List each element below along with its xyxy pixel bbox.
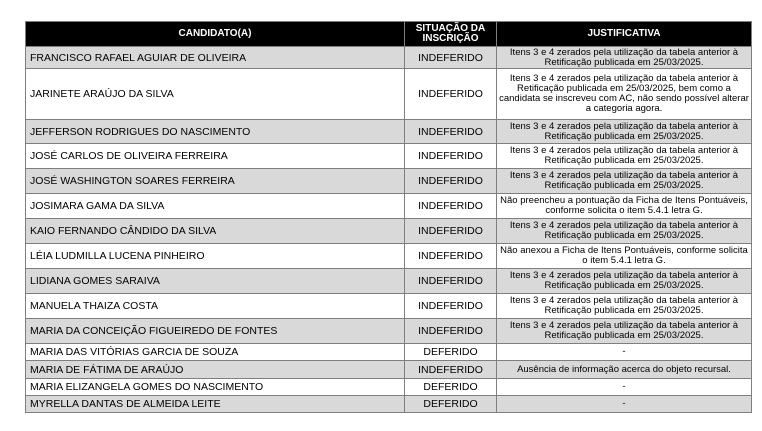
table-row [26,169,752,194]
candidate-name: JARINETE ARAÚJO DA SILVA [26,69,405,120]
justification-cell: Itens 3 e 4 zerados pela utilização da tabela anterior à Retificação publicada em 25/03/2025. [497,144,752,169]
justification-cell: Itens 3 e 4 zerados pela utilização da tabela anterior à Retificação publicada em 25/03/2025. [497,294,752,319]
table-row [26,294,752,319]
table-row [26,194,752,219]
justification-cell: - [497,396,752,413]
justification-cell: Itens 3 e 4 zerados pela utilização da tabela anterior à Retificação publicada em 25/03/2025. [497,47,752,69]
candidate-name: MARIA DAS VITÓRIAS GARCIA DE SOUZA [26,344,405,361]
header-candidato: CANDIDATO(A) [26,22,405,47]
candidate-name: MARIA DA CONCEIÇÃO FIGUEIREDO DE FONTES [26,319,405,344]
header-situacao: SITUAÇÃO DA INSCRIÇÃO [405,22,497,47]
results-table [25,21,752,413]
justification-cell: Itens 3 e 4 zerados pela utilização da tabela anterior à Retificação publicada em 25/03/2025. [497,169,752,194]
justification-cell: Itens 3 e 4 zerados pela utilização da tabela anterior à Retificação publicada em 25/03/2025. [497,319,752,344]
justification-cell: - [497,379,752,396]
results-table-container [25,21,751,413]
candidate-name: LÉIA LUDMILLA LUCENA PINHEIRO [26,244,405,269]
status-cell: INDEFERIDO [405,219,497,244]
justification-cell: Itens 3 e 4 zerados pela utilização da tabela anterior à Retificação publicada em 25/03/2025. [497,219,752,244]
status-cell: DEFERIDO [405,379,497,396]
status-cell: INDEFERIDO [405,361,497,379]
candidate-name: MANUELA THAIZA COSTA [26,294,405,319]
justification-cell: Itens 3 e 4 zerados pela utilização da tabela anterior à Retificação publicada em 25/03/2025. [497,120,752,144]
status-cell: INDEFERIDO [405,69,497,120]
status-cell: INDEFERIDO [405,169,497,194]
table-row [26,269,752,294]
table-row [26,144,752,169]
table-row [26,120,752,144]
table-row [26,344,752,361]
table-row [26,219,752,244]
justification-cell: Não anexou a Ficha de Itens Pontuáveis, conforme solicita o item 5.4.1 letra G. [497,244,752,269]
table-header-row [26,22,752,47]
table-row [26,319,752,344]
status-cell: DEFERIDO [405,396,497,413]
candidate-name: JOSÉ CARLOS DE OLIVEIRA FERREIRA [26,144,405,169]
justification-cell: Ausência de informação acerca do objeto recursal. [497,361,752,379]
status-cell: INDEFERIDO [405,319,497,344]
candidate-name: FRANCISCO RAFAEL AGUIAR DE OLIVEIRA [26,47,405,69]
candidate-name: JOSIMARA GAMA DA SILVA [26,194,405,219]
candidate-name: LIDIANA GOMES SARAIVA [26,269,405,294]
justification-cell: - [497,344,752,361]
status-cell: INDEFERIDO [405,294,497,319]
justification-cell: Não preencheu a pontuação da Ficha de Itens Pontuáveis, conforme solicita o item 5.4.1 letra G. [497,194,752,219]
candidate-name: KAIO FERNANDO CÂNDIDO DA SILVA [26,219,405,244]
candidate-name: MARIA ELIZANGELA GOMES DO NASCIMENTO [26,379,405,396]
table-row [26,69,752,120]
candidate-name: MYRELLA DANTAS DE ALMEIDA LEITE [26,396,405,413]
table-row [26,396,752,413]
candidate-name: JOSÉ WASHINGTON SOARES FERREIRA [26,169,405,194]
status-cell: INDEFERIDO [405,269,497,294]
status-cell: INDEFERIDO [405,120,497,144]
justification-cell: Itens 3 e 4 zerados pela utilização da tabela anterior à Retificação publicada em 25/03/2025. [497,269,752,294]
candidate-name: JEFFERSON RODRIGUES DO NASCIMENTO [26,120,405,144]
candidate-name: MARIA DE FÁTIMA DE ARAÚJO [26,361,405,379]
table-row [26,361,752,379]
status-cell: INDEFERIDO [405,244,497,269]
status-cell: INDEFERIDO [405,47,497,69]
table-row [26,244,752,269]
status-cell: DEFERIDO [405,344,497,361]
header-justificativa: JUSTIFICATIVA [497,22,752,47]
justification-cell: Itens 3 e 4 zerados pela utilização da tabela anterior à Retificação publicada em 25/03/2025, bem como a candidata se inscreveu com AC, não sendo possível alterar a categoria agora. [497,69,752,120]
status-cell: INDEFERIDO [405,144,497,169]
status-cell: INDEFERIDO [405,194,497,219]
table-row [26,47,752,69]
table-row [26,379,752,396]
